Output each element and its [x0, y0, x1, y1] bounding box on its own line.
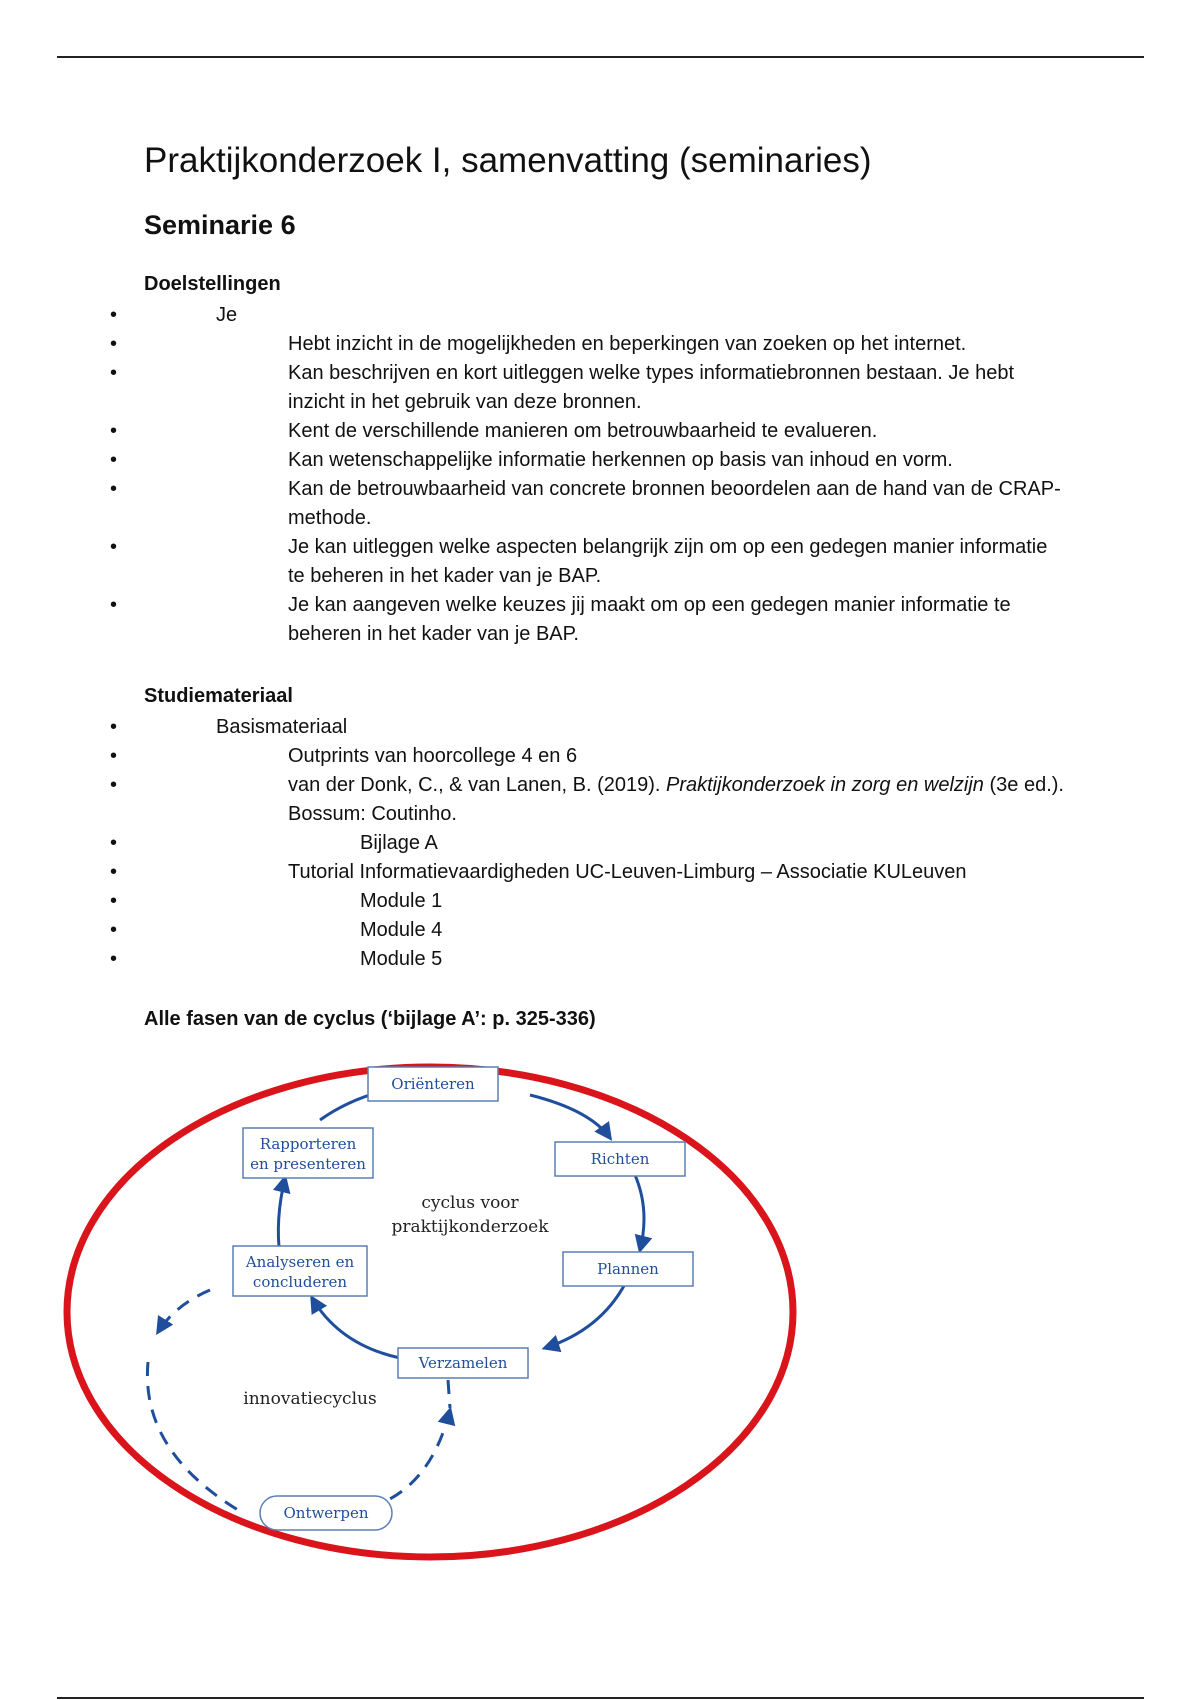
doelstellingen-list — [144, 301, 1064, 649]
arrow-verzamelen-analyseren — [312, 1298, 400, 1358]
arrow-orienteren-richten — [530, 1095, 610, 1138]
cycle-heading: Alle fasen van de cyclus (‘bijlage A’: p. 325-336) — [144, 1008, 596, 1030]
list-item: • Outprints van hoorcollege 4 en 6 — [144, 742, 1064, 771]
top-rule — [57, 56, 1144, 58]
label-rapporteren-2: en presenteren — [250, 1155, 366, 1173]
innovatie-label: innovatiecyclus — [243, 1389, 377, 1409]
list-item: • Module 4 — [144, 916, 1064, 945]
list-item: • Hebt inzicht in de mogelijkheden en beperkingen van zoeken op het internet. — [144, 330, 1064, 359]
arrow-analyseren-rapporteren — [278, 1178, 285, 1256]
arrow-ontwerpen-verzamelen — [368, 1410, 450, 1508]
list-item: • Module 5 — [144, 945, 1064, 974]
list-item: • Kan beschrijven en kort uitleggen welke types informatiebronnen bestaan. Je hebt inzicht in het gebruik van deze bronnen. — [144, 359, 1064, 417]
book-title: Praktijkonderzoek in zorg en welzijn — [666, 774, 984, 796]
doelstellingen-heading: Doelstellingen — [144, 273, 281, 295]
bottom-rule — [57, 1697, 1144, 1699]
page-title: Praktijkonderzoek I, samenvatting (seminaries) — [144, 141, 872, 180]
label-plannen: Plannen — [597, 1260, 659, 1278]
list-item: • Tutorial Informatievaardigheden UC-Leuven-Limburg – Associatie KULeuven — [144, 858, 1064, 887]
center-label-2: praktijkonderzoek — [391, 1217, 549, 1237]
list-item: • Basismateriaal — [144, 713, 1064, 742]
arrow-analyseren-dashed — [158, 1290, 210, 1332]
document-body — [144, 140, 1064, 1036]
label-analyseren-1: Analyseren en — [245, 1253, 355, 1271]
list-item: • Kan de betrouwbaarheid van concrete bronnen beoordelen aan de hand van de CRAP-methode. — [144, 475, 1064, 533]
studiemateriaal-heading: Studiemateriaal — [144, 685, 293, 707]
arrow-plannen-verzamelen — [545, 1284, 625, 1348]
research-cycle-diagram — [60, 1050, 820, 1580]
list-item: • Bijlage A — [144, 829, 1064, 858]
list-item: • Module 1 — [144, 887, 1064, 916]
arrow-dashed-ontwerpen — [147, 1362, 238, 1510]
label-verzamelen: Verzamelen — [418, 1354, 508, 1372]
list-item: • Kent de verschillende manieren om betrouwbaarheid te evalueren. — [144, 417, 1064, 446]
list-item: • Je kan uitleggen welke aspecten belangrijk zijn om op een gedegen manier informatie te beheren in het kader van je BAP. — [144, 533, 1064, 591]
label-ontwerpen: Ontwerpen — [283, 1504, 369, 1522]
label-orienteren: Oriënteren — [391, 1075, 475, 1093]
list-item: • Je kan aangeven welke keuzes jij maakt om op een gedegen manier informatie te beheren in het kader van je BAP. — [144, 591, 1064, 649]
arrow-richten-plannen — [635, 1175, 644, 1250]
list-item: • van der Donk, C., & van Lanen, B. (2019). Praktijkonderzoek in zorg en welzijn (3e ed.). Bossum: Coutinho. — [144, 771, 1064, 829]
label-richten: Richten — [590, 1150, 650, 1168]
center-label-1: cyclus voor — [421, 1193, 519, 1213]
label-analyseren-2: concluderen — [252, 1273, 348, 1291]
list-item: • Je — [144, 301, 1064, 330]
seminar-heading: Seminarie 6 — [144, 210, 296, 240]
arrow-verzamelen-dashed — [448, 1380, 450, 1408]
red-ellipse — [67, 1067, 793, 1557]
label-rapporteren-1: Rapporteren — [259, 1135, 357, 1153]
list-item: • Kan wetenschappelijke informatie herkennen op basis van inhoud en vorm. — [144, 446, 1064, 475]
studiemateriaal-list — [144, 713, 1064, 974]
